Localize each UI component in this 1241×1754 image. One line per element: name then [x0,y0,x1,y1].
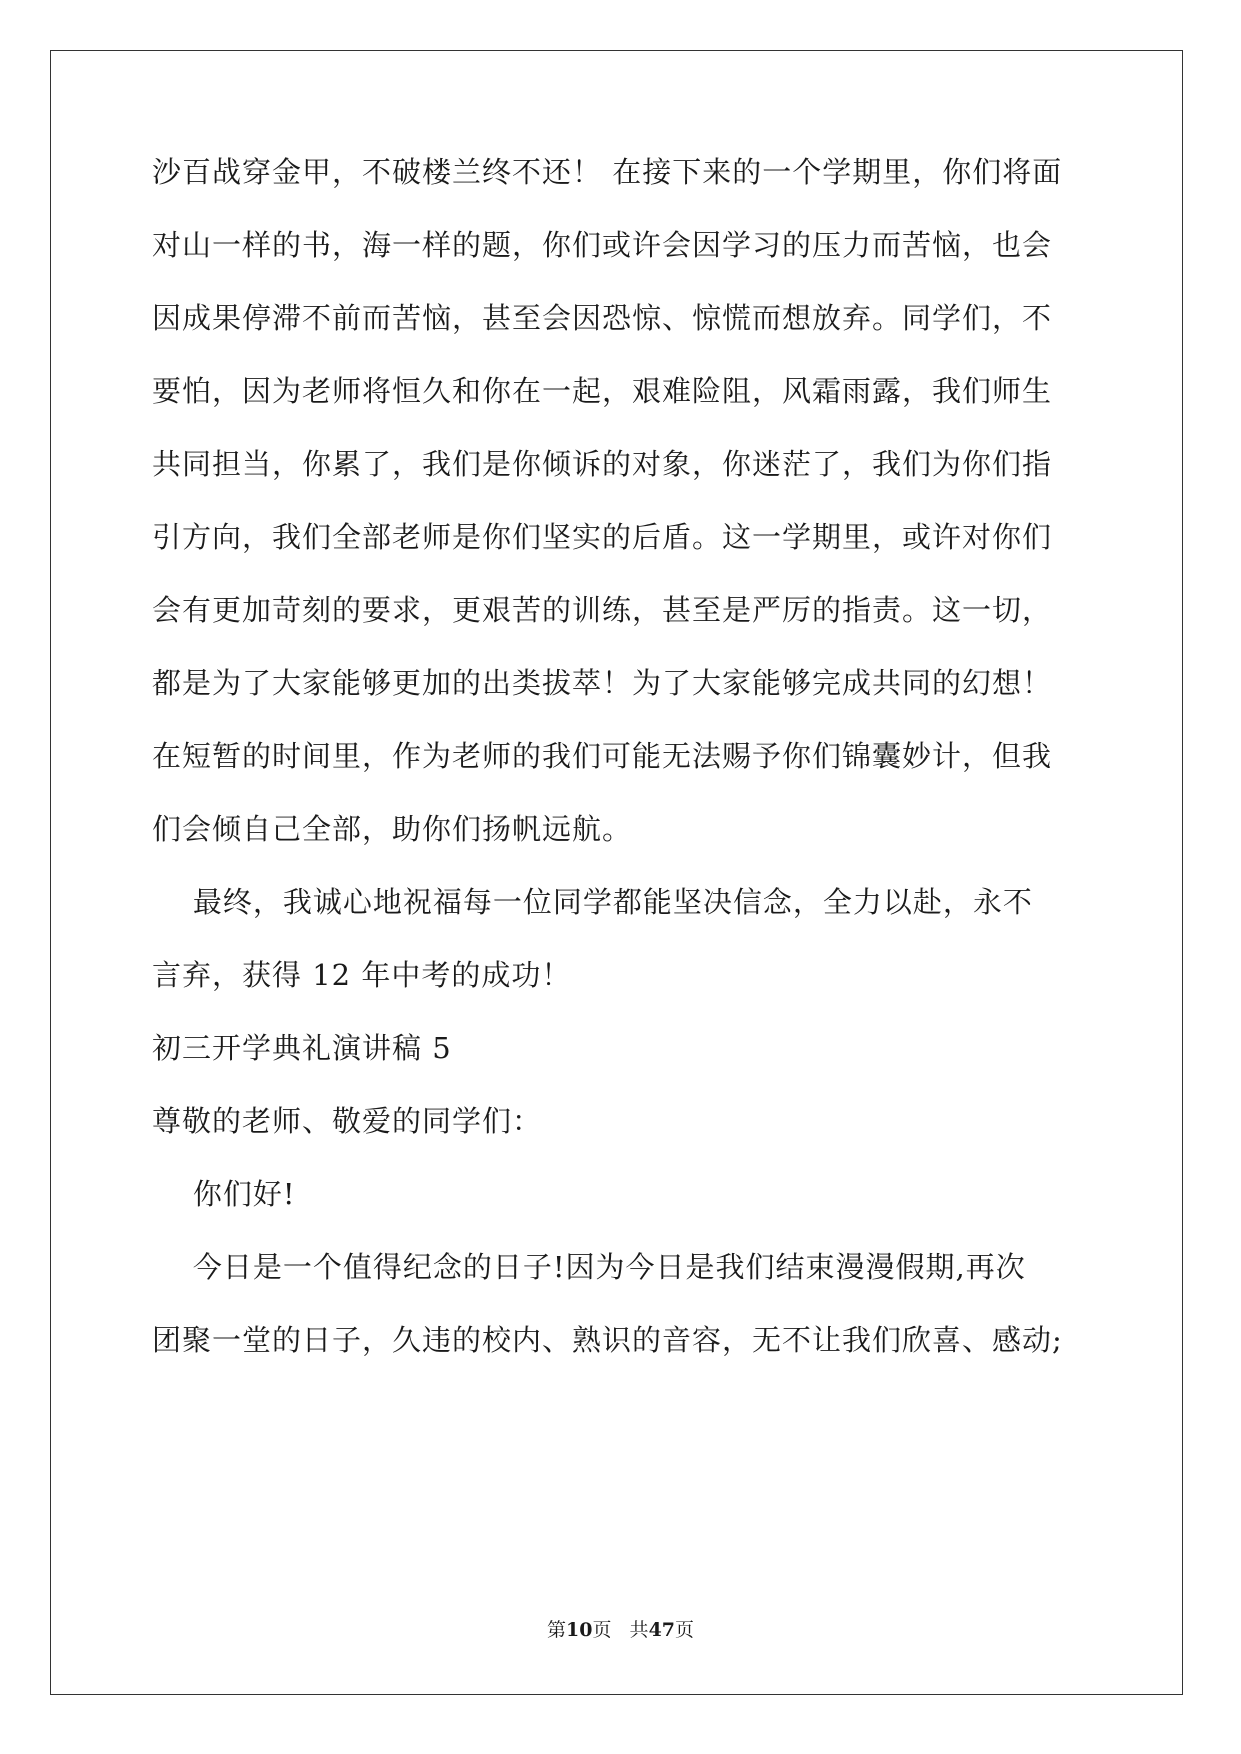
page-border [50,50,1183,1695]
salutation: 尊敬的老师、敬爱的同学们： [152,1104,543,1138]
text-line: 要怕，因为老师将恒久和你在一起，艰难险阻，风霜雨露，我们师生 [152,374,1053,408]
text-line: 在短暂的时间里，作为老师的我们可能无法赐予你们锦囊妙计，但我 [152,739,1053,773]
greeting: 你们好! [152,1177,296,1211]
page-total: 47 [648,1619,676,1641]
text-line: 今日是一个值得纪念的日子!因为今日是我们结束漫漫假期,再次 [152,1250,1026,1284]
page-prefix: 第 [546,1619,566,1641]
section-heading: 初三开学典礼演讲稿 5 [152,1031,452,1065]
text-line: 都是为了大家能够更加的出类拔萃！为了大家能够完成共同的幻想！ [152,666,1053,700]
text-line: 言弃，获得 12 年中考的成功！ [152,958,572,992]
text-line: 会有更加苛刻的要求，更艰苦的训练，甚至是严厉的指责。这一切， [152,593,1053,627]
text-line: 团聚一堂的日子，久违的校内、熟识的音容，无不让我们欣喜、感动; [152,1323,1063,1357]
text-line: 共同担当，你累了，我们是你倾诉的对象，你迷茫了，我们为你们指 [152,447,1053,481]
text-line: 最终，我诚心地祝福每一位同学都能坚决信念，全力以赴，永不 [152,885,1033,919]
text-line: 引方向，我们全部老师是你们坚实的后盾。这一学期里，或许对你们 [152,520,1053,554]
page-mid: 页 共 [592,1619,649,1641]
page-suffix: 页 [675,1619,695,1641]
page-current: 10 [565,1619,593,1641]
text-line: 沙百战穿金甲，不破楼兰终不还！ 在接下来的一个学期里，你们将面 [152,155,1063,189]
text-line: 对山一样的书，海一样的题，你们或许会因学习的压力而苦恼，也会 [152,228,1053,262]
text-line: 们会倾自己全部，助你们扬帆远航。 [152,812,633,846]
page-footer [0,1618,1241,1642]
text-line: 因成果停滞不前而苦恼，甚至会因恐惊、惊慌而想放弃。同学们，不 [152,301,1053,335]
